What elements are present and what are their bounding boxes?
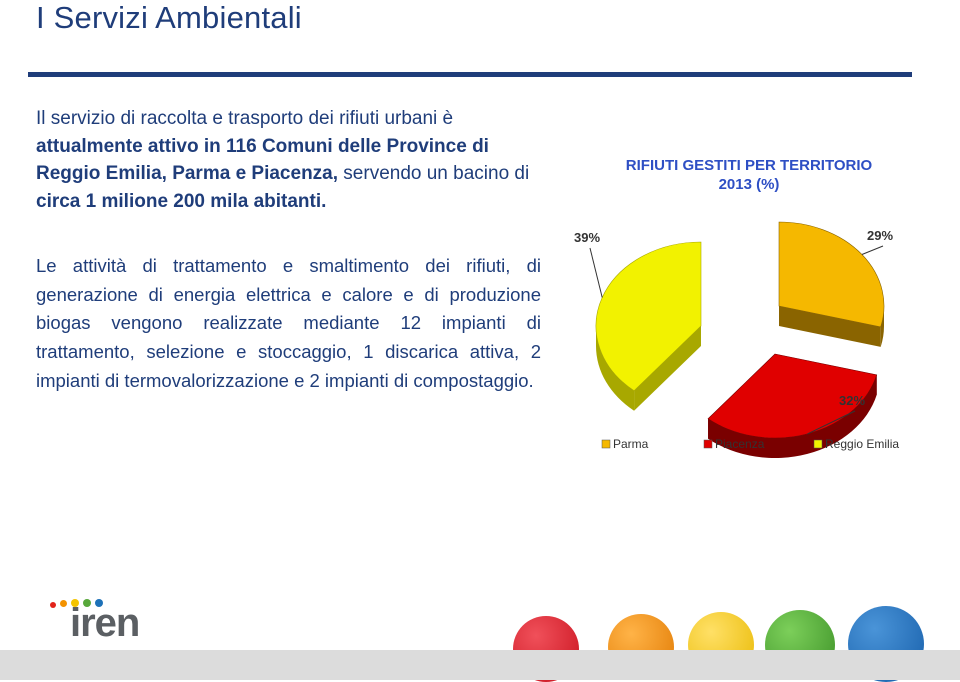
pie-data-label: 32% — [839, 393, 866, 408]
legend-item — [602, 437, 649, 451]
title-divider — [28, 72, 912, 77]
page-title: I Servizi Ambientali — [36, 0, 302, 35]
pie-data-label: 29% — [867, 228, 894, 243]
logo-dot-red — [50, 602, 56, 608]
intro-text-3: servendo un bacino di — [338, 163, 530, 184]
pie-data-label: 39% — [574, 230, 601, 245]
legend-item — [814, 437, 899, 451]
pie-chart-svg — [552, 140, 946, 464]
footer-band — [0, 650, 960, 680]
pie-leader-line — [862, 246, 883, 255]
chart-title-line1: RIFIUTI GESTITI PER TERRITORIO — [625, 157, 873, 174]
intro-text-2-bold: attualmente attivo in 116 Comuni delle Province di Reggio Emilia, Parma e Piacenza, — [36, 135, 489, 184]
body-paragraph: Le attività di trattamento e smaltimento dei rifiuti, di generazione di energia elettrica e calore e di produzione biogas vengono realizzate mediante 12 impianti di trattamento, selezione e stoccaggio, 1 discarica attiva, 2 impianti di termovalorizzazione e 2 impianti di compostaggio. — [36, 255, 541, 391]
intro-text-4-bold: circa 1 milione 200 mila abitanti. — [36, 190, 327, 212]
legend-label: Parma — [613, 437, 649, 451]
legend-swatch — [814, 440, 822, 448]
pie-slice-reggio-emilia — [596, 242, 701, 411]
pie-chart — [552, 140, 946, 464]
intro-paragraph — [36, 105, 546, 215]
logo-wordmark: iren — [70, 601, 140, 645]
legend-label: Piacenza — [715, 437, 765, 451]
iren-logo — [48, 597, 148, 647]
chart-title-line2: 2013 (%) — [718, 176, 780, 193]
legend-label: Reggio Emilia — [825, 437, 900, 451]
logo-dot-orange — [60, 600, 67, 607]
pie-leader-line — [590, 248, 602, 298]
legend-swatch — [602, 440, 610, 448]
intro-text-1: Il servizio di raccolta e trasporto dei rifiuti urbani è — [36, 108, 454, 129]
legend-swatch — [704, 440, 712, 448]
